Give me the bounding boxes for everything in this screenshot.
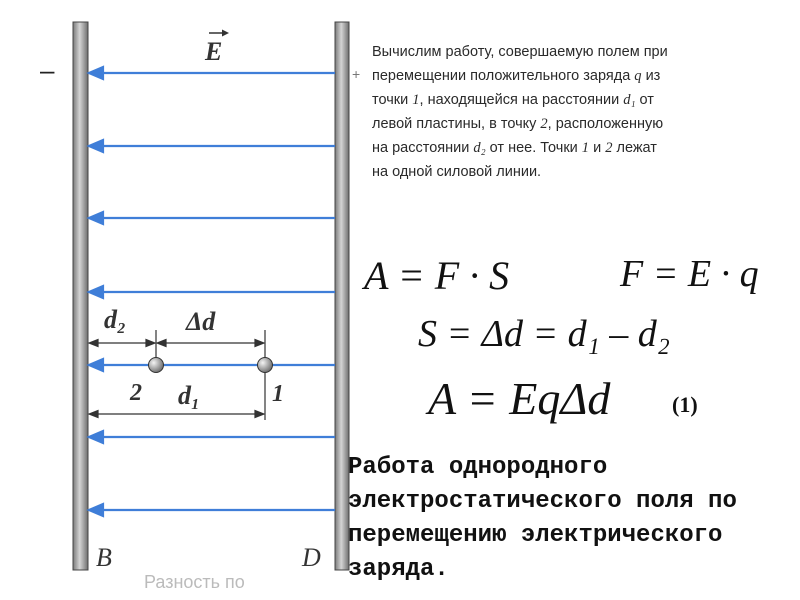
conclusion-text: Работа однородного электростатического поля по перемещению электрического заряда. bbox=[348, 454, 737, 583]
result-formula: A = EqΔd bbox=[428, 373, 611, 424]
field-symbol: E bbox=[205, 37, 223, 66]
delta-d-label: Δd bbox=[186, 307, 216, 336]
cropped-caption-fragment: Разность по bbox=[144, 572, 245, 592]
field-lines bbox=[89, 67, 335, 516]
field-line bbox=[89, 504, 335, 516]
plus-charge-sign: + bbox=[352, 66, 360, 82]
point-2-charge bbox=[149, 358, 164, 373]
distance-formula: S = Δd = d₁ – d₂ bbox=[418, 313, 671, 355]
intro-text: Вычислим работу, совершаемую полем при перемещении положительного заряда q из точки 1, находящейся на расстоянии d₁ от левой пластины, в точку 2, расположенную на расстоянии d₂ от нее. Точки 1 и 2 лежат на одной силовой линии. bbox=[372, 44, 668, 180]
field-line bbox=[89, 359, 335, 371]
d1-label: d₁ bbox=[178, 381, 201, 410]
field-line bbox=[89, 212, 335, 224]
plate-b-label: B bbox=[96, 543, 112, 572]
capacitor-field-diagram bbox=[0, 0, 360, 600]
right-plate bbox=[335, 22, 349, 570]
point-1-label: 1 bbox=[272, 381, 284, 407]
point-1-charge bbox=[258, 358, 273, 373]
formula-number: (1) bbox=[672, 392, 698, 417]
field-line bbox=[89, 67, 335, 79]
point-2-label: 2 bbox=[130, 380, 142, 406]
left-plate bbox=[73, 22, 88, 570]
force-formula: F = E · q bbox=[620, 253, 759, 295]
field-line bbox=[89, 431, 335, 443]
field-line bbox=[89, 286, 335, 298]
minus-charge-sign: – bbox=[40, 55, 55, 85]
field-line bbox=[89, 140, 335, 152]
field-vector-label bbox=[204, 30, 229, 67]
work-formula: A = F · S bbox=[364, 253, 510, 298]
distance-markers bbox=[89, 330, 265, 420]
d2-label: d₂ bbox=[104, 305, 127, 334]
plate-d-label: D bbox=[302, 543, 321, 572]
